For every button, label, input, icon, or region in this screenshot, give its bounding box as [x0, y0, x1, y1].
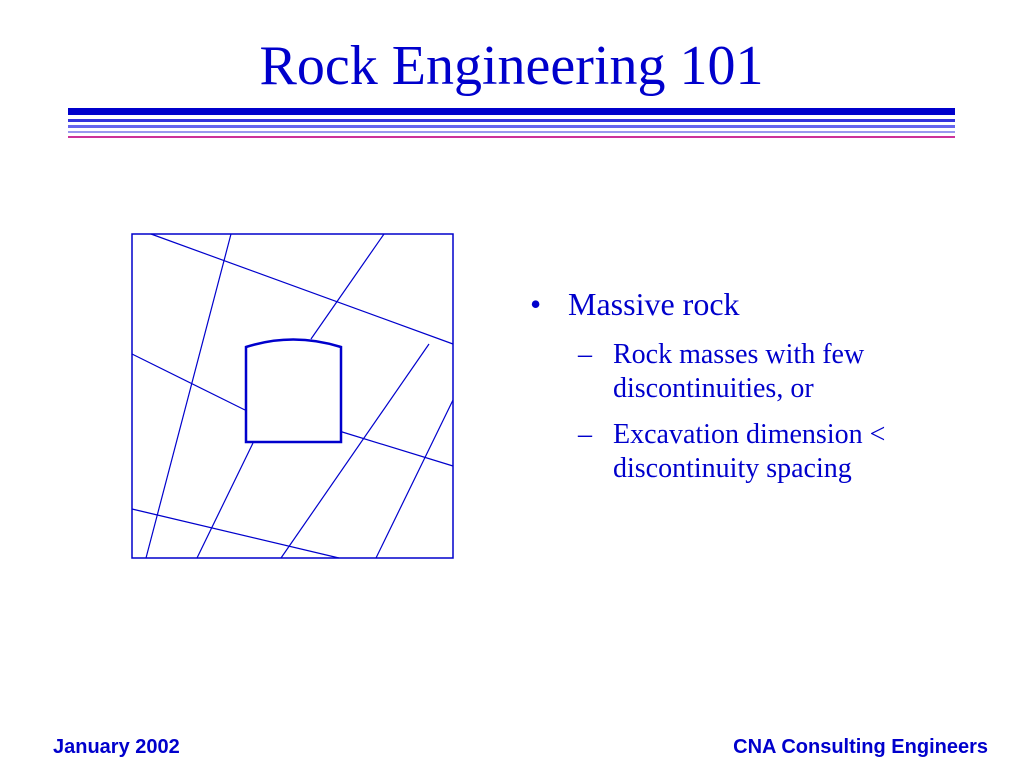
discontinuity-line	[132, 509, 339, 558]
discontinuity-line	[132, 354, 245, 410]
sub-bullet-text: Rock masses with few discontinuities, or	[613, 339, 865, 404]
sub-bullet-marker: –	[578, 339, 592, 370]
discontinuity-line	[197, 443, 253, 558]
rule-line	[68, 131, 955, 133]
rule-line	[68, 125, 955, 128]
bullet-list	[530, 282, 990, 486]
massive-rock-diagram	[131, 233, 454, 559]
discontinuity-line	[151, 234, 453, 344]
discontinuity-line	[311, 234, 384, 339]
footer-company: CNA Consulting Engineers	[733, 736, 988, 758]
excavation-opening	[246, 340, 341, 443]
slide-title: Rock Engineering 101	[259, 35, 764, 97]
footer-date: January 2002	[53, 736, 180, 758]
sub-bullet-item	[578, 338, 990, 406]
rule-line	[68, 136, 955, 138]
rule-line	[68, 119, 955, 122]
bullet-item	[530, 282, 990, 326]
rule-line	[68, 108, 955, 115]
sub-bullet-marker: –	[578, 419, 592, 450]
discontinuity-line	[146, 234, 231, 558]
bullet-marker: •	[530, 286, 542, 322]
sub-bullet-text: Excavation dimension < discontinuity spacing	[613, 419, 886, 484]
sub-bullet-item	[578, 418, 990, 486]
discontinuity-line	[376, 400, 453, 558]
bullet-text: Massive rock	[568, 286, 740, 322]
